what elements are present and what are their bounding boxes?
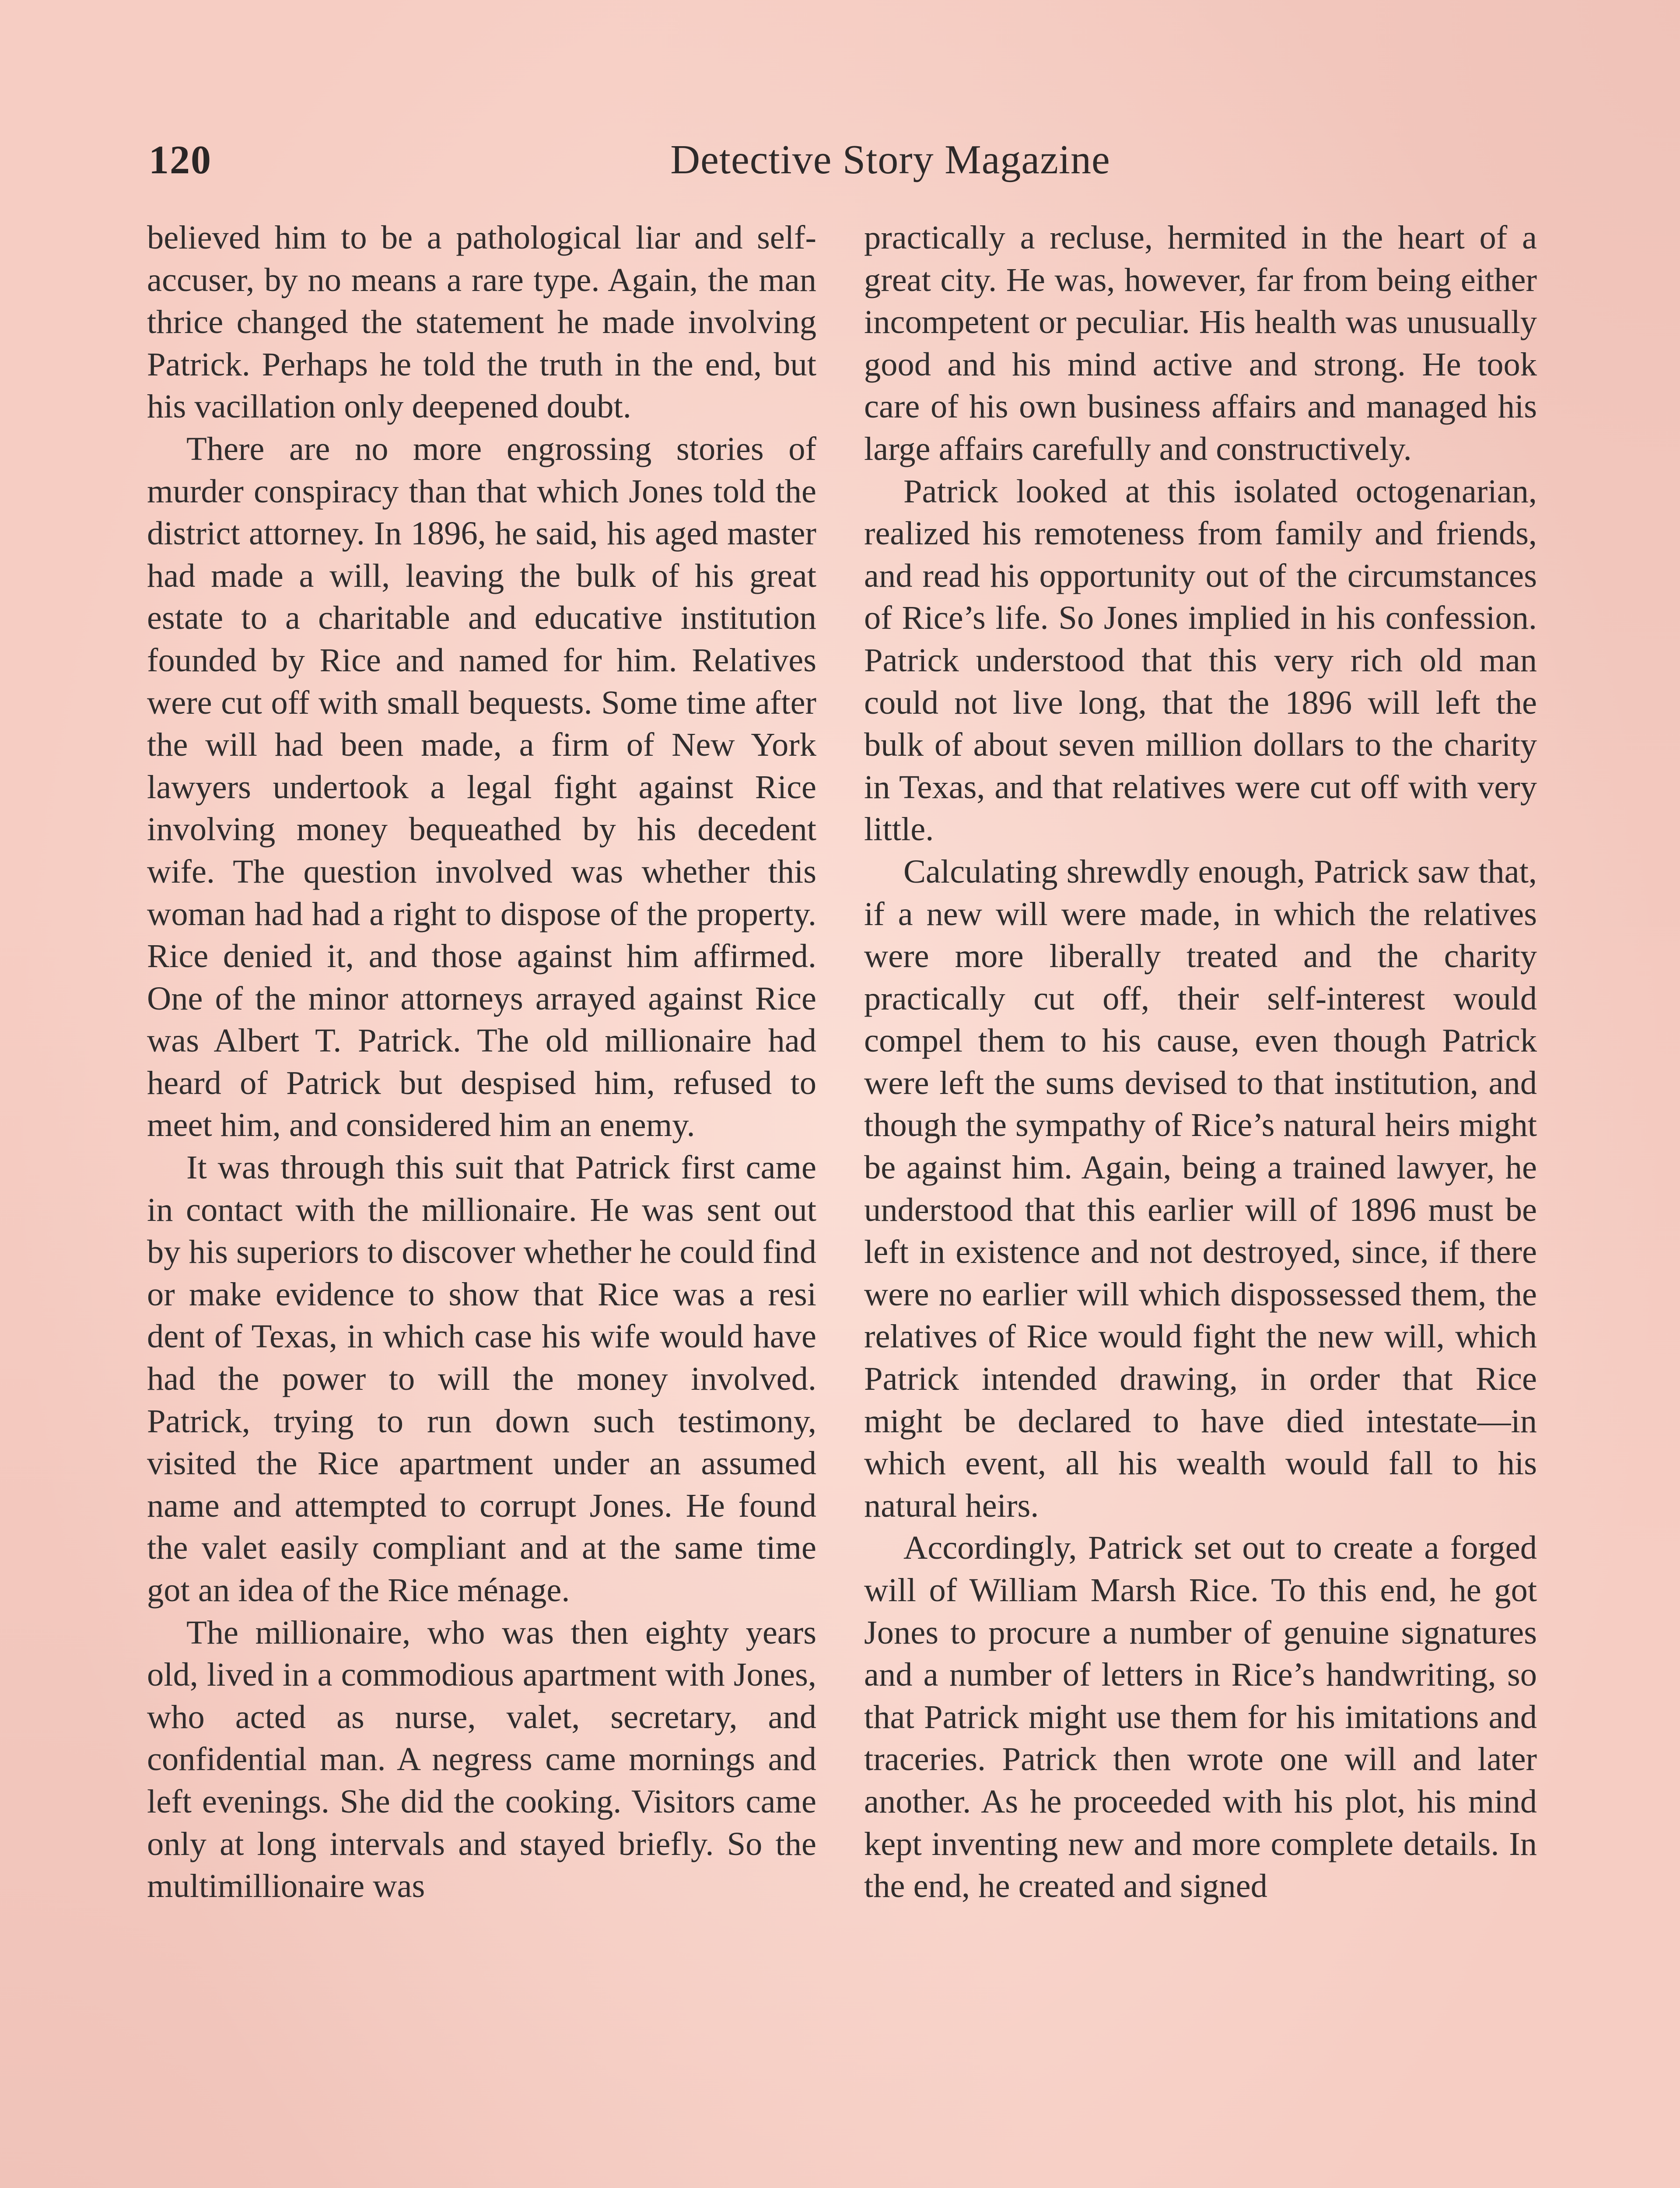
paragraph: Accordingly, Patrick set out to create a forged will of William Marsh Rice. To this end, he got Jones to procure a number of genuine signatures and a number of letters in Rice’s handwriting, so that Patrick might use them for his imitations and traceries. Patrick then wrote one will and later another. As he proceeded with his plot, his mind kept inventing new and more complete details. In the end, he created and signed xyxy=(864,1529,1537,1905)
paragraph: The millionaire, who was then eighty years old, lived in a commodious apartment with Jones, who acted as nurse, valet, secretary, and confidential man. A negress came mornings and left evenings. She did the cooking. Visitors came only at long intervals and stayed briefly. So the multimillionaire was xyxy=(147,1613,816,1905)
paragraph: There are no more engrossing stories of murder conspiracy than that which Jones told the district attorney. In 1896, he said, his aged master had made a will, leaving the bulk of his great estate to a charitable and educative institution founded by Rice and named for him. Relatives were cut off with small bequests. Some time after the will had been made, a firm of New York lawyers undertook a legal fight against Rice involving money bequeathed by his decedent wife. The question involved was whether this woman had had a right to dispose of the property. Rice denied it, and those against him affirmed. One of the minor attorneys arrayed against Rice was Albert T. Patrick. The old millionaire had heard of Patrick but despised him, refused to meet him, and considered him an enemy. xyxy=(147,430,816,1144)
paragraph: believed him to be a pathological liar and self-accuser, by no means a rare type. Again, the man thrice changed the statement he made involving Patrick. Perhaps he told the truth in the end, but his vacillation only deepened doubt. xyxy=(147,219,816,425)
left-column xyxy=(147,217,816,1907)
paragraph: Calculating shrewdly enough, Patrick saw that, if a new will were made, in which the relatives were more liberally treated and the charity practically cut off, their self-interest would compel them to his cause, even though Patrick were left the sums devised to that institution, and though the sympathy of Rice’s natural heirs might be against him. Again, being a trained lawyer, he understood that this earlier will of 1896 must be left in existence and not destroyed, since, if there were no earlier will which dispossessed them, the relatives of Rice would fight the new will, which Patrick intended drawing, in order that Rice might be declared to have died intestate—in which event, all his wealth would fall to his natural heirs. xyxy=(864,852,1537,1524)
page-header xyxy=(149,127,1540,193)
running-title: Detective Story Magazine xyxy=(670,137,1110,182)
right-column xyxy=(864,217,1537,1907)
paragraph: practically a recluse, hermited in the heart of a great city. He was, however, far from being either incompetent or peculiar. His health was unusually good and his mind active and strong. He took care of his own business affairs and managed his large affairs carefully and constructively. xyxy=(864,219,1537,467)
page-number: 120 xyxy=(149,137,212,182)
paragraph: It was through this suit that Patrick first came in contact with the millionaire. He was sent out by his superiors to discover whether he could find or make evidence to show that Rice was a resi dent of Texas, in which case his wife would have had the power to will the money involved. Patrick, trying to run down such testimony, visited the Rice apartment under an assumed name and attempted to corrupt Jones. He found the valet easily compliant and at the same time got an idea of the Rice ménage. xyxy=(147,1149,816,1609)
paragraph: Patrick looked at this isolated octogenarian, realized his remoteness from family and friends, and read his opportunity out of the circumstances of Rice’s life. So Jones implied in his confession. Patrick understood that this very rich old man could not live long, that the 1896 will left the bulk of about seven million dollars to the charity in Texas, and that relatives were cut off with very little. xyxy=(864,472,1537,848)
